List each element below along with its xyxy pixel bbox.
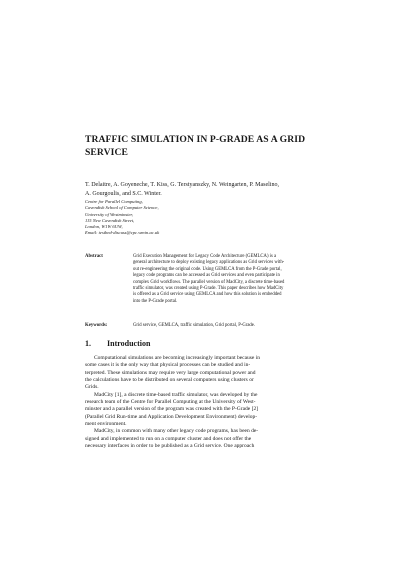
keywords-list: Grid service, GEMLCA, traffic simulation, Grid portal, P-Grade. [133,323,256,328]
affiliation-line: London, W1W 6UW, [85,224,123,230]
affiliation-line: University of Westminster, [85,211,133,217]
paragraph [85,428,335,450]
text-line: minster and a parallel version of the program was created with the P-Grade [2] [85,406,259,413]
abstract-line: general architecture to deploy existing legacy applications as Grid services with- [133,260,285,266]
text-line: ment environment. [85,421,127,428]
text-line: Computational simulations are becoming increasingly important because in [94,355,261,361]
affiliation-line: Cavendish School of Computer Science, [85,205,159,211]
text-line: MadCity, in common with many other legacy code programs, has been de- [94,428,259,435]
title-line: TRAFFIC SIMULATION IN P-GRADE AS A GRID [85,134,306,145]
affiliation-email: Email: testbed-discuss@cpc.wmin.ac.uk [85,230,160,236]
section-title: Introduction [107,339,151,348]
author-line: A. Gourgoulis, and S.C. Winter. [85,190,162,197]
text-line: some cases it is the only way that physical processes can be studied and in- [85,362,251,369]
title-line: SERVICE [85,147,129,158]
abstract-label: Abstract [85,254,103,259]
affiliation-line: 115 New Cavendish Street, [85,217,135,223]
abstract-line: out re-engineering the original code. Using GEMLCA from the P-Grade portal, [133,266,282,272]
keywords-label: Keywords: [85,323,108,328]
text-line: necessary interfaces in order to be published as a Grid service. One approach [85,443,255,450]
text-line: MadCity [1], a discrete time-based traffic simulator, was developed by the [94,391,258,398]
paragraph [85,392,335,429]
abstract-body [133,254,333,305]
author-list [85,181,350,198]
paper-title [85,133,325,159]
paragraph [85,355,335,392]
text-line: the calculations have to be distributed on several computers using clusters or [85,377,254,384]
text-line: research team of the Centre for Parallel Computing at the University of West- [85,399,256,406]
abstract-line: complex Grid workflows. The parallel version of MadCity, a discrete time-based [133,279,285,285]
text-line: Grids. [85,384,99,391]
abstract-line: into the P-Grade portal. [133,298,178,304]
affiliation-block [85,199,285,237]
abstract-line: traffic simulator, was created using P-Grade. This paper describes how MadCity [133,286,284,292]
abstract-line: legacy code programs can be accessed as Grid services and even participate in [133,273,280,279]
section-heading [85,339,150,348]
section-number: 1. [85,339,91,348]
affiliation-line: Centre for Parallel Computing, [85,199,143,204]
introduction-body [85,355,335,450]
text-line: (Parallel Grid Run-time and Application Development Environment) develop- [85,413,258,420]
author-line: T. Delaitre, A. Goyeneche, T. Kiss, G. Terstyanszky, N. Weingarten, P. Maselino, [85,182,279,188]
text-line: signed and implemented to run on a computer cluster and does not offer the [85,435,252,442]
abstract-line: is offered as a Grid service using GEMLCA and how this solution is embedded [133,292,282,298]
abstract-line: Grid Execution Management for Legacy Code Architecture (GEMLCA) is a [133,254,277,259]
text-line: terpreted. These simulations may require very large computational power and [85,369,256,376]
